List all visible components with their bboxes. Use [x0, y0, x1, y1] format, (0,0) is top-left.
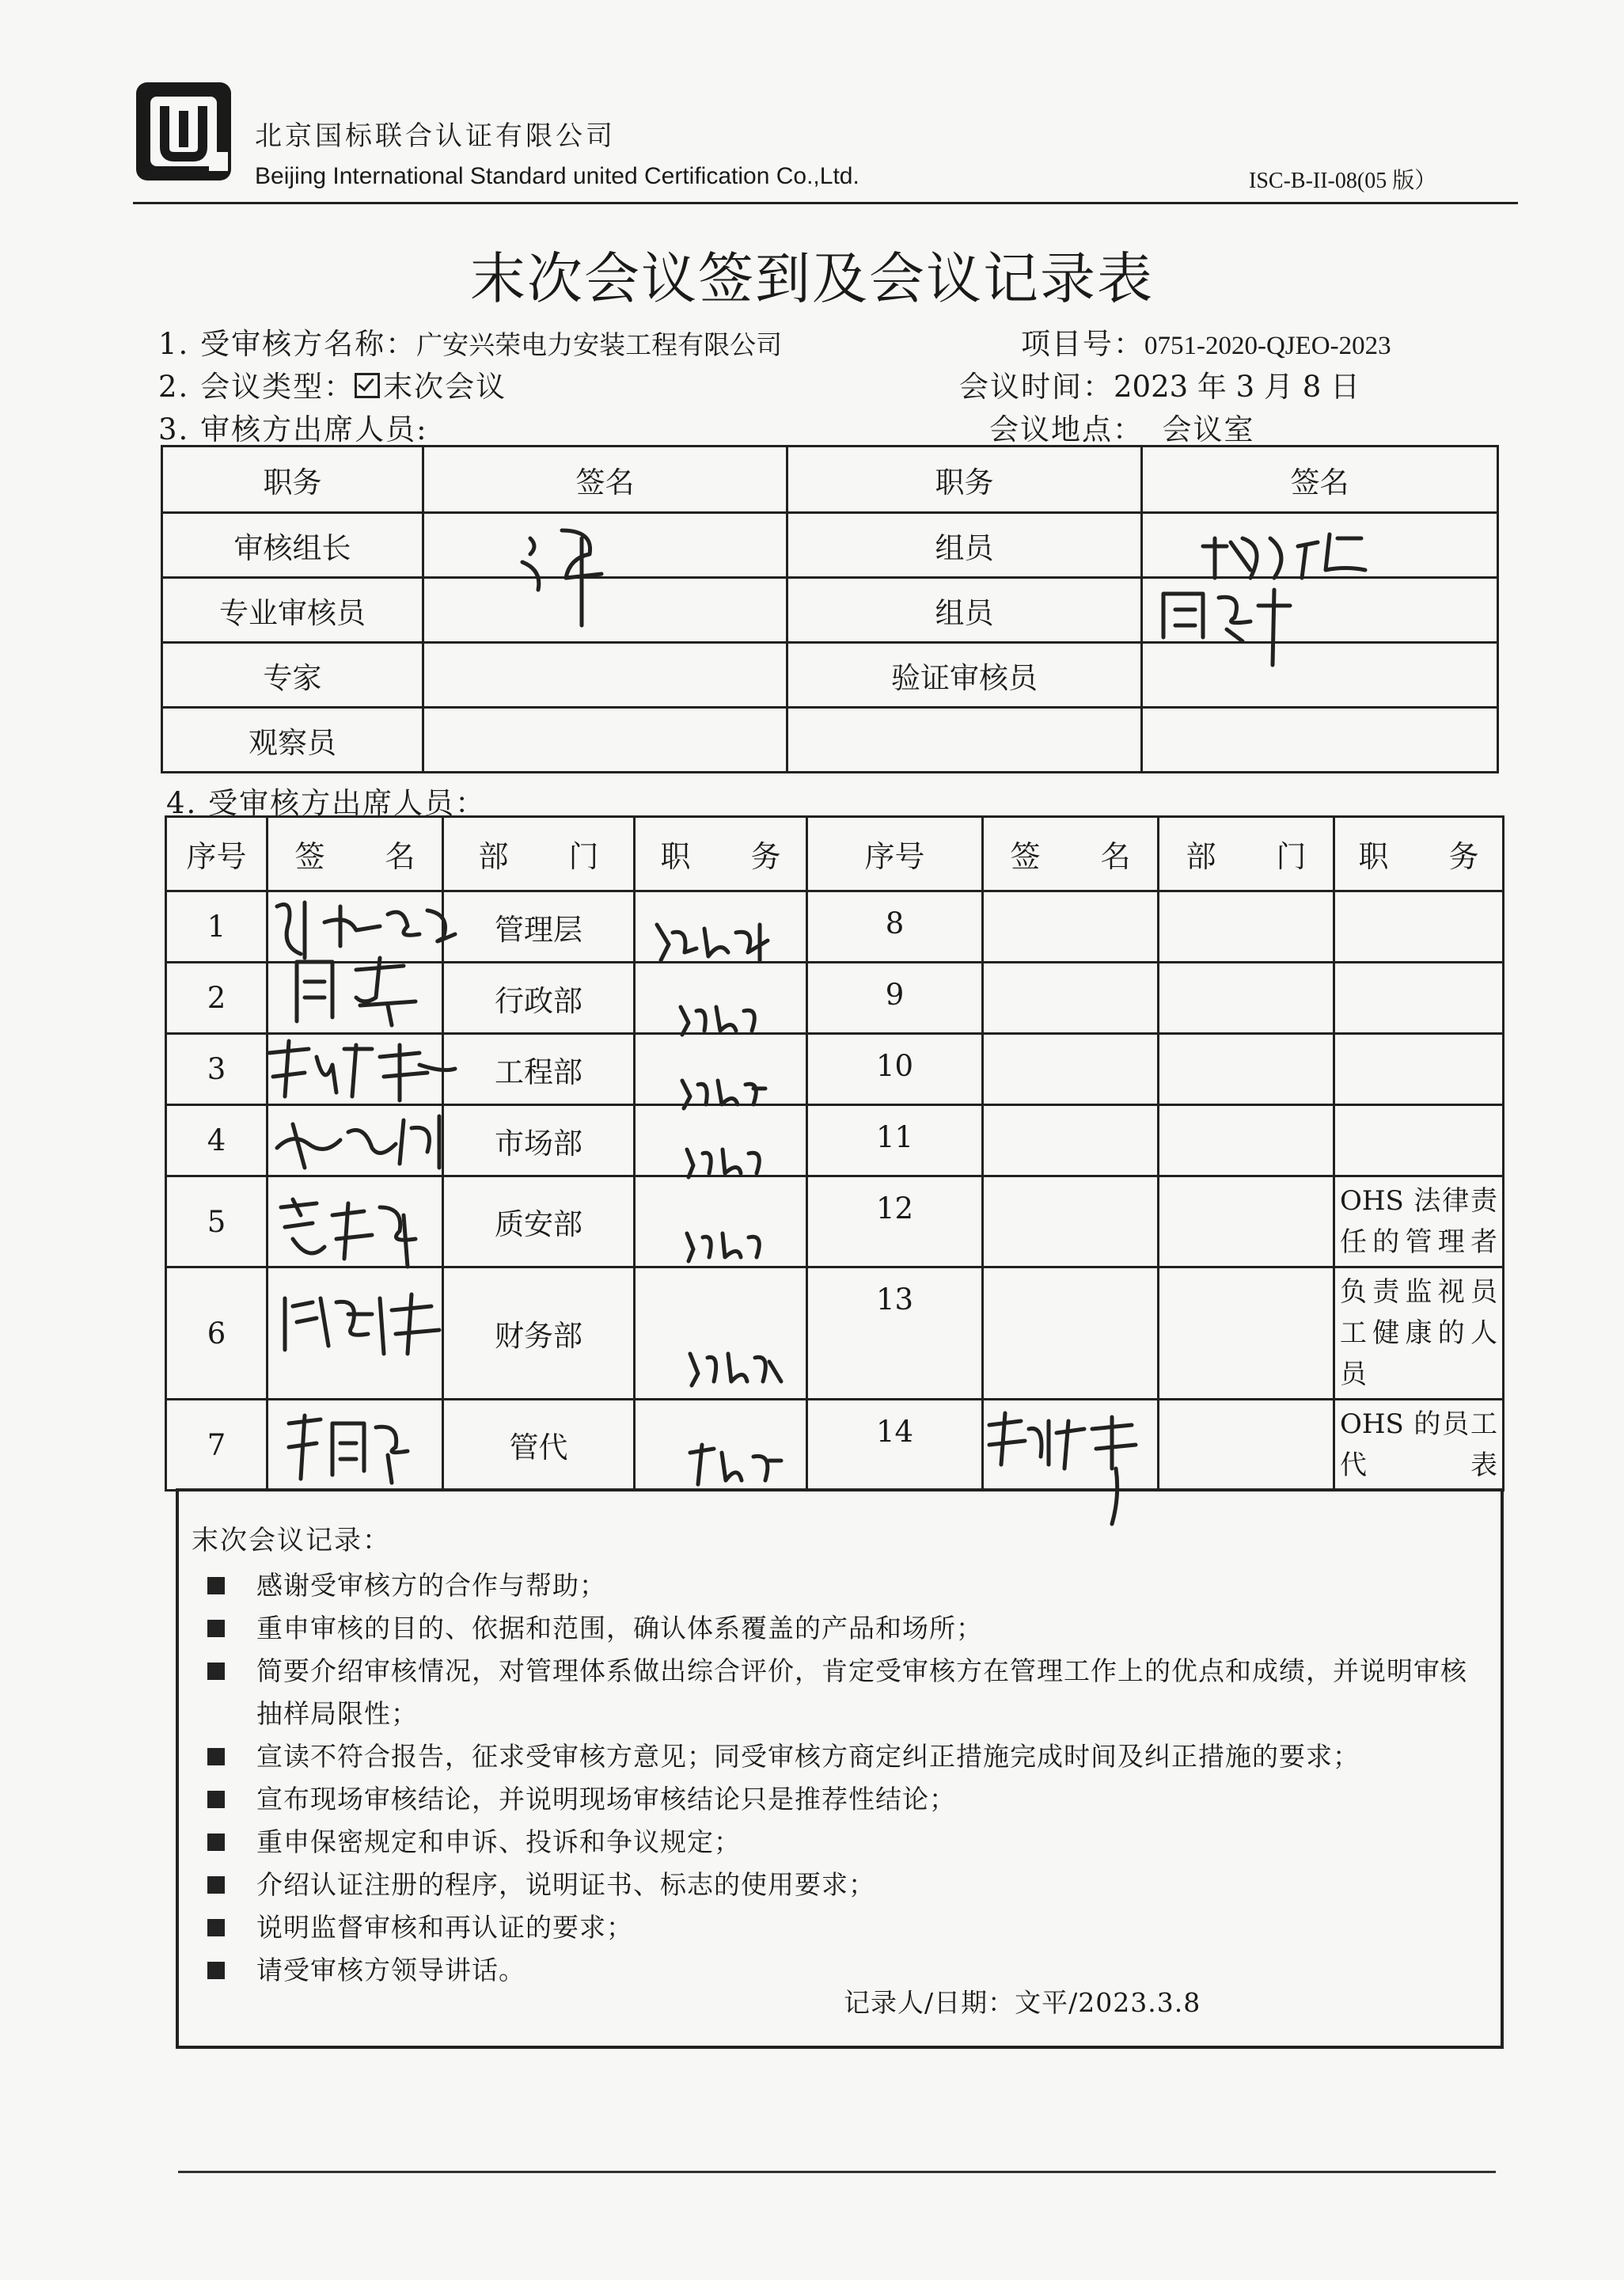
header-role: 职务 [162, 446, 423, 513]
row-number: 7 [166, 1400, 268, 1491]
list-item: 宣读不符合报告，征求受审核方意见；同受审核方商定纠正措施完成时间及纠正措施的要求； [207, 1735, 1489, 1778]
role-cell: 观察员 [162, 708, 423, 773]
recorder-date: 记录人/日期：文平/2023.3.8 [844, 1987, 1201, 2018]
department-cell [1159, 1267, 1334, 1400]
list-item: 说明监督审核和再认证的要求； [207, 1906, 1489, 1949]
signature-cell [423, 643, 787, 708]
department-cell [1159, 891, 1334, 963]
position-signature-cell [635, 963, 807, 1034]
department-cell: 行政部 [443, 963, 635, 1034]
row-number: 14 [807, 1400, 983, 1491]
department-cell [1159, 1105, 1334, 1176]
signature-cell [983, 963, 1159, 1034]
position-signature-cell [635, 1400, 807, 1491]
role-cell [787, 708, 1142, 773]
row-number: 2 [166, 963, 268, 1034]
department-cell: 管理层 [443, 891, 635, 963]
signature-cell [1142, 643, 1498, 708]
position-cell [1334, 1105, 1504, 1176]
department-cell [1159, 1176, 1334, 1267]
header-number: 序号 [807, 817, 983, 891]
header-role: 职务 [787, 446, 1142, 513]
list-item: 感谢受审核方的合作与帮助； [207, 1564, 1489, 1607]
department-cell: 管代 [443, 1400, 635, 1491]
list-item: 宣布现场审核结论，并说明现场审核结论只是推荐性结论； [207, 1778, 1489, 1821]
department-cell: 工程部 [443, 1034, 635, 1105]
position-signature-cell [635, 1176, 807, 1267]
auditee-label: 1. 受审核方名称： [158, 327, 417, 361]
meeting-time-value: 2023 年 3 月 8 日 [1114, 370, 1360, 404]
row-number: 5 [166, 1176, 268, 1267]
header-department: 部 门 [1159, 817, 1334, 891]
location-line [989, 405, 1255, 448]
role-cell: 组员 [787, 578, 1142, 643]
signature-cell [423, 513, 787, 578]
position-signature-cell [635, 891, 807, 963]
header-number: 序号 [166, 817, 268, 891]
header-signature: 签名 [423, 446, 787, 513]
record-list [207, 1564, 1489, 1992]
signature-cell [1142, 578, 1498, 643]
department-cell: 市场部 [443, 1105, 635, 1176]
auditees-label: 4. 受审核方出席人员： [166, 786, 487, 820]
list-item: 重申审核的目的、依据和范围，确认体系覆盖的产品和场所； [207, 1607, 1489, 1650]
meeting-time-line [959, 363, 1360, 405]
signature-cell [1142, 513, 1498, 578]
project-label: 项目号： [1021, 327, 1144, 361]
header-department: 部 门 [443, 817, 635, 891]
position-cell [1334, 891, 1504, 963]
signature-cell [268, 1105, 443, 1176]
position-signature-cell [635, 1034, 807, 1105]
department-cell: 质安部 [443, 1176, 635, 1267]
table-header-row [166, 817, 1504, 891]
signature-cell [983, 1267, 1159, 1400]
project-number: 0751-2020-QJEO-2023 [1144, 332, 1391, 360]
position-cell: OHS 的员工代表 [1334, 1400, 1504, 1491]
row-number: 1 [166, 891, 268, 963]
list-item: 请受审核方领导讲话。 [207, 1949, 1489, 1992]
table-row [162, 708, 1498, 773]
table-row [166, 1034, 1504, 1105]
signature-cell [268, 1034, 443, 1105]
row-number: 6 [166, 1267, 268, 1400]
signature-cell [1142, 708, 1498, 773]
auditee-name: 广安兴荣电力安装工程有限公司 [416, 329, 783, 360]
row-number: 4 [166, 1105, 268, 1176]
list-item: 简要介绍审核情况，对管理体系做出综合评价，肯定受审核方在管理工作上的优点和成绩，并说明审核抽样局限性； [207, 1650, 1489, 1735]
table-row [166, 1400, 1504, 1491]
signature-cell [268, 1267, 443, 1400]
table-row [166, 963, 1504, 1034]
row-number: 9 [807, 963, 983, 1034]
position-cell: OHS 法律责任的管理者 [1334, 1176, 1504, 1267]
row-number: 12 [807, 1176, 983, 1267]
table-row [166, 1176, 1504, 1267]
department-cell: 财务部 [443, 1267, 635, 1400]
header-position: 职 务 [1334, 817, 1504, 891]
table-row [162, 643, 1498, 708]
header-signature: 签 名 [268, 817, 443, 891]
company-name-en: Beijing International Standard united Certification Co.,Ltd. [255, 163, 859, 189]
signature-cell [268, 1400, 443, 1491]
position-signature-cell [635, 1267, 807, 1400]
role-cell: 验证审核员 [787, 643, 1142, 708]
auditors-heading [158, 405, 428, 448]
role-cell: 组员 [787, 513, 1142, 578]
signature-cell [983, 1105, 1159, 1176]
company-name-cn: 北京国标联合认证有限公司 [255, 120, 616, 152]
department-cell [1159, 1034, 1334, 1105]
list-item: 介绍认证注册的程序，说明证书、标志的使用要求； [207, 1864, 1489, 1906]
auditee-line [158, 320, 782, 363]
auditor-attendance-table [161, 445, 1499, 773]
table-row [166, 1105, 1504, 1176]
department-cell [1159, 963, 1334, 1034]
list-item: 重申保密规定和申诉、投诉和争议规定； [207, 1821, 1489, 1864]
row-number: 8 [807, 891, 983, 963]
checked-checkbox-icon [355, 373, 380, 398]
auditors-label: 3. 审核方出席人员: [158, 412, 428, 446]
meeting-time-label: 会议时间： [959, 370, 1114, 404]
auditee-attendance-table [165, 815, 1504, 1492]
project-line [1021, 320, 1391, 363]
row-number: 11 [807, 1105, 983, 1176]
position-cell [1334, 963, 1504, 1034]
header-position: 职 务 [635, 817, 807, 891]
signature-cell [983, 1400, 1159, 1491]
signature-cell [423, 708, 787, 773]
table-row [166, 1267, 1504, 1400]
meeting-type-line [158, 363, 507, 405]
signature-cell [983, 1034, 1159, 1105]
signature-cell [983, 1176, 1159, 1267]
location-value: 会议室 [1162, 412, 1255, 446]
header-signature: 签 名 [983, 817, 1159, 891]
form-code: ISC-B-II-08(05 版） [1249, 169, 1437, 193]
role-cell: 审核组长 [162, 513, 423, 578]
header-divider [133, 202, 1518, 204]
signature-cell [423, 578, 787, 643]
company-logo-icon [133, 79, 234, 184]
signature-cell [983, 891, 1159, 963]
signature-cell [268, 963, 443, 1034]
role-cell: 专业审核员 [162, 578, 423, 643]
position-cell [1334, 1034, 1504, 1105]
table-header-row [162, 446, 1498, 513]
footer-divider [178, 2171, 1496, 2173]
record-title: 末次会议记录： [192, 1525, 391, 1556]
role-cell: 专家 [162, 643, 423, 708]
department-cell [1159, 1400, 1334, 1491]
position-cell: 负责监视员工健康的人员 [1334, 1267, 1504, 1400]
signature-cell [268, 1176, 443, 1267]
table-row [162, 578, 1498, 643]
table-row [166, 891, 1504, 963]
header-signature: 签名 [1142, 446, 1498, 513]
meeting-type-label: 2. 会议类型： [158, 370, 355, 404]
row-number: 3 [166, 1034, 268, 1105]
document-title: 末次会议签到及会议记录表 [470, 246, 1154, 311]
table-row [162, 513, 1498, 578]
meeting-record-box [176, 1488, 1504, 2049]
location-label: 会议地点： [989, 412, 1144, 446]
row-number: 13 [807, 1267, 983, 1400]
meeting-type-value: 末次会议 [383, 370, 507, 404]
position-signature-cell [635, 1105, 807, 1176]
row-number: 10 [807, 1034, 983, 1105]
signature-cell [268, 891, 443, 963]
